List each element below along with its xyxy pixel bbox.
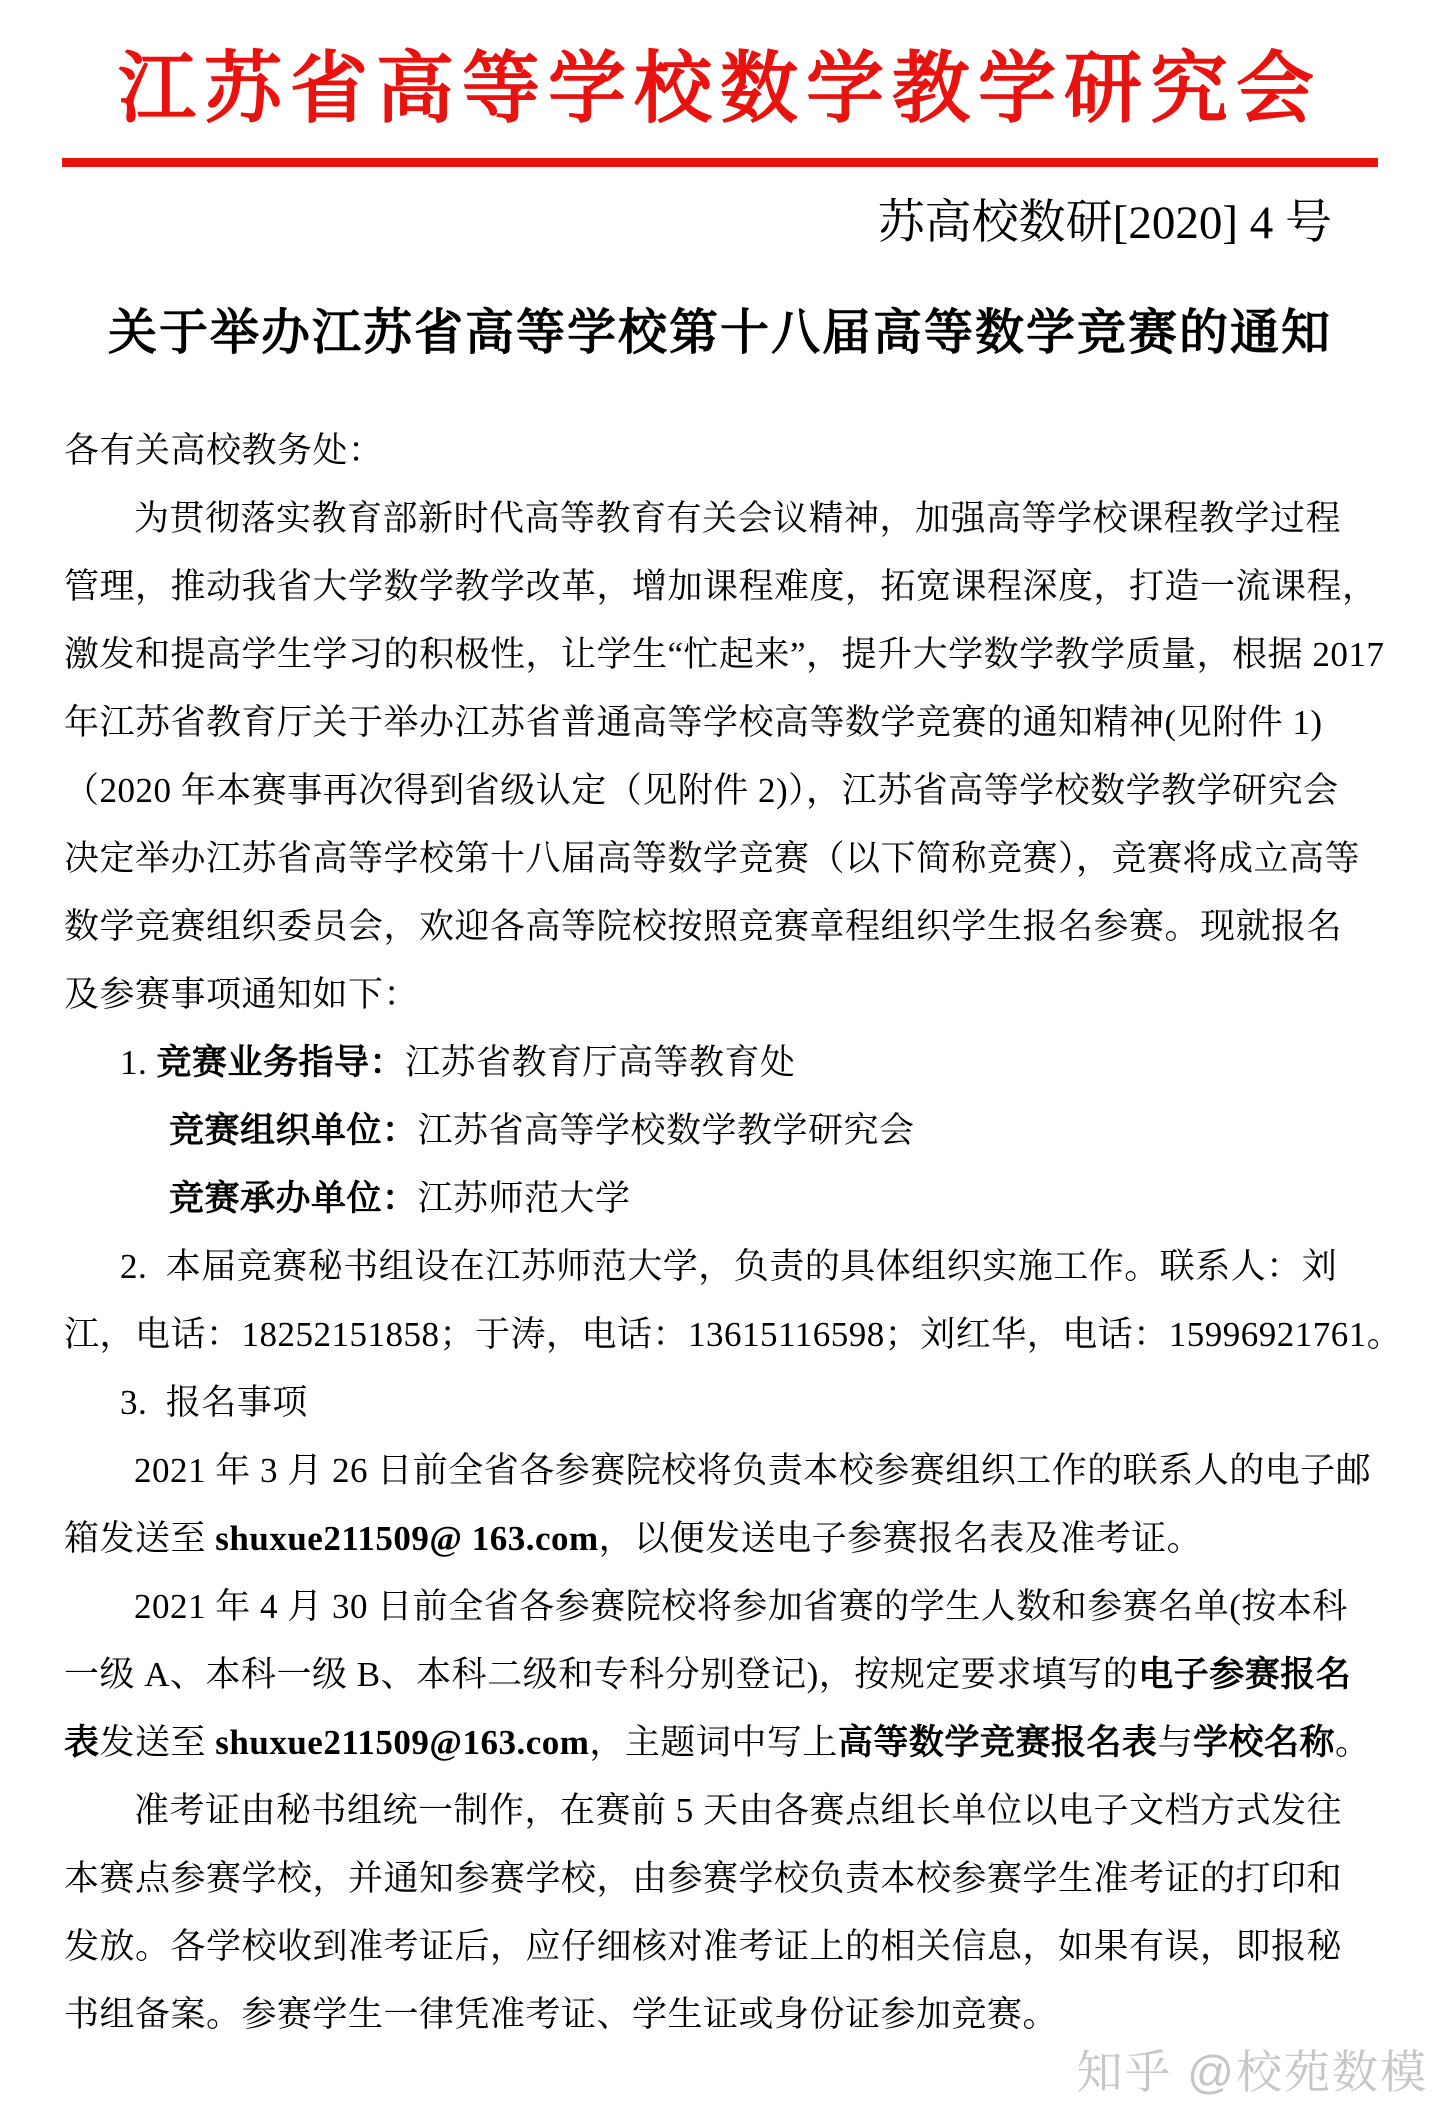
body-text: 准考证由秘书组统一制作，在赛前 5 天由各赛点组长单位以电子文档方式发往 [134, 1791, 1343, 1830]
body-line [64, 825, 1376, 893]
body-line [64, 621, 1385, 689]
body-text: 江苏省高等学校数学教学研究会 [417, 1111, 915, 1150]
body-text: 管理，推动我省大学数学教学改革，增加课程难度，拓宽课程深度，打造一流课程， [64, 567, 1378, 606]
body-line [64, 1029, 1376, 1097]
bold-emphasis-text: 学校名称 [1192, 1723, 1335, 1762]
body-line [64, 1641, 1376, 1709]
body-text: 为贯彻落实教育部新时代高等教育有关会议精神，加强高等学校课程教学过程 [134, 499, 1342, 538]
body-text: 及参赛事项通知如下： [64, 975, 420, 1014]
body-line [64, 485, 1376, 553]
bold-emphasis-text: 高等数学竞赛报名表 [837, 1723, 1158, 1762]
watermark: 知乎 @校苑数模 [1076, 2046, 1428, 2098]
body-text: 书组备案。参赛学生一律凭准考证、学生证或身份证参加竞赛。 [64, 1995, 1059, 2034]
bold-emphasis-text: 表 [64, 1723, 100, 1762]
body-text: 2021 年 3 月 26 日前全省各参赛院校将负责本校参赛组织工作的联系人的电子邮 [134, 1451, 1372, 1490]
body-text: 江，电话：18252151858；于涛，电话：13615116598；刘红华，电话：15996921761。 [64, 1315, 1403, 1354]
body-line [64, 1709, 1376, 1777]
body-line [64, 1777, 1376, 1845]
body-text: 。 [1334, 1723, 1371, 1762]
body-text: 与 [1157, 1723, 1193, 1762]
notice-body [64, 417, 1403, 2049]
body-text: 发放。各学校收到准考证后，应仔细核对准考证上的相关信息，如果有误，即报秘 [64, 1927, 1343, 1966]
body-text: ，主题词中写上 [589, 1723, 838, 1762]
body-text: 各有关高校教务处： [64, 431, 384, 470]
body-line [64, 1505, 1376, 1573]
letterhead-org-name: 江苏省高等学校数学教学研究会 [117, 45, 1322, 132]
bold-email-text: shuxue211509@ 163.com [215, 1519, 599, 1558]
body-text: 2. 本届竞赛秘书组设在江苏师范大学，负责的具体组织实施工作。联系人：刘 [120, 1247, 1338, 1286]
body-text: （2020 年本赛事再次得到省级认定（见附件 2)），江苏省高等学校数学教学研究会 [64, 771, 1339, 810]
body-text: 决定举办江苏省高等学校第十八届高等数学竞赛（以下简称竞赛），竞赛将成立高等 [64, 839, 1361, 878]
body-line [64, 553, 1376, 621]
body-line [64, 1165, 1376, 1233]
body-text: 本赛点参赛学校，并通知参赛学校，由参赛学校负责本校参赛学生准考证的打印和 [64, 1859, 1343, 1898]
letterhead-divider [62, 158, 1378, 167]
body-text: 箱发送至 [64, 1519, 216, 1558]
bold-emphasis-text: 竞赛业务指导： [156, 1043, 406, 1082]
body-line [64, 689, 1376, 757]
body-text: 激发和提高学生学习的积极性，让学生“忙起来”，提升大学数学教学质量，根据 2017 [64, 635, 1385, 674]
body-text: 3. 报名事项 [120, 1383, 308, 1422]
body-text: 发送至 [99, 1723, 216, 1762]
body-line [64, 757, 1376, 825]
body-line [64, 417, 1376, 485]
bold-emphasis-text: 竞赛组织单位： [169, 1111, 418, 1150]
body-text: 江苏师范大学 [417, 1179, 631, 1218]
body-line [64, 1233, 1376, 1301]
body-line [64, 1913, 1376, 1981]
body-text: ，以便发送电子参赛报名表及准考证。 [598, 1519, 1203, 1558]
body-text: 1. [120, 1043, 157, 1082]
body-line [64, 1437, 1376, 1505]
notice-title: 关于举办江苏省高等学校第十八届高等数学竞赛的通知 [107, 306, 1332, 360]
bold-emphasis-text: 竞赛承办单位： [169, 1179, 418, 1218]
body-text: 2021 年 4 月 30 日前全省各参赛院校将参加省赛的学生人数和参赛名单(按本科 [134, 1587, 1348, 1626]
body-line [64, 1845, 1376, 1913]
body-text: 数学竞赛组织委员会，欢迎各高等院校按照竞赛章程组织学生报名参赛。现就报名 [64, 907, 1343, 946]
bold-emphasis-text: 电子参赛报名 [1138, 1655, 1352, 1694]
doc-number: 苏高校数研[2020] 4 号 [877, 197, 1332, 249]
body-line [64, 1301, 1403, 1369]
body-text: 江苏省教育厅高等教育处 [405, 1043, 796, 1082]
body-line [64, 893, 1376, 961]
body-line [64, 1097, 1376, 1165]
body-text: 一级 A、本科一级 B、本科二级和专科分别登记)，按规定要求填写的 [64, 1655, 1139, 1694]
body-text: 年江苏省教育厅关于举办江苏省普通高等学校高等数学竞赛的通知精神(见附件 1) [64, 703, 1323, 742]
body-line [64, 1573, 1376, 1641]
bold-email-text: shuxue211509@163.com [215, 1723, 590, 1762]
body-line [64, 1369, 1376, 1437]
body-line [64, 961, 1376, 1029]
